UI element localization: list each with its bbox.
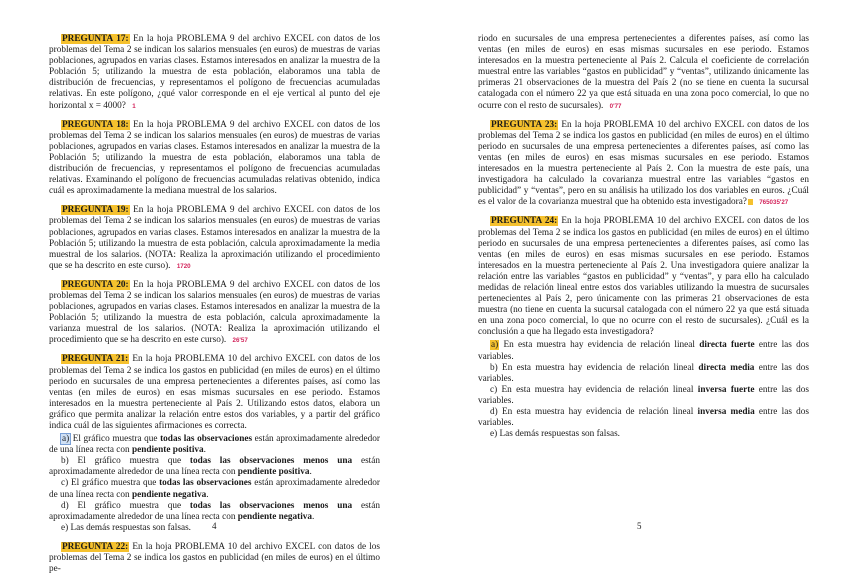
comment-marker-icon[interactable] [748,199,753,205]
option-letter: e) [61,522,69,533]
answer-annotation: 26'57 [232,337,248,345]
option-d[interactable] [49,501,380,523]
question-label: PREGUNTA 17: [62,34,129,44]
question-text: En la hoja PROBLEMA 9 del archivo EXCEL con datos de los problemas del Tema 2 se indican los salarios mensuales (en euros) de muestras de varias poblaciones, agrupados en varias clases. Estamos interesados en analizar la muestra de la Población 5; utilizando la muestra de esta población, elaboramos una tabla de distribución de frecuencias, y representamos el polígono de frecuencias acumuladas relativas. En este polígono, ¿qué valor corresponde en el eje vertical al punto del eje horizontal x = 4000? [49,34,380,111]
option-bold: pendiente negativa [237,511,313,522]
option-b[interactable] [478,363,809,385]
option-letter: d) [490,407,498,417]
option-letter: e) [490,429,498,440]
option-text: El gráfico muestra que [77,500,190,511]
question-label: PREGUNTA 19: [62,205,129,216]
option-a[interactable] [478,340,809,362]
option-bold: inversa media [697,407,755,417]
question-18 [49,120,380,198]
question-label: PREGUNTA 21: [62,354,129,365]
option-a[interactable] [49,434,380,456]
question-label: PREGUNTA 22: [62,541,129,552]
option-bold: pendiente negativa [131,489,207,500]
option-bold: todas las observaciones menos una [189,456,353,467]
question-21-options [49,434,380,534]
question-label: PREGUNTA 18: [62,119,129,130]
question-17 [49,34,380,112]
option-text: entre las dos variables. [478,340,809,362]
text-column-left [49,34,380,583]
option-text: están aproximadamente alrededor de una línea recta con [49,478,380,500]
option-bold: inversa fuerte [697,384,755,395]
question-label: PREGUNTA 23: [491,119,558,130]
question-text: En la hoja PROBLEMA 10 del archivo EXCEL con datos de los problemas del Tema 2 se indica los gastos en publicidad (en miles de euros) en el último periodo en sucursales de una empresa pertenecientes a diferentes países, así como las ventas (en miles de euros) en esas mismas sucursales en ese periodo. Estamos interesados en la muestra perteneciente al País 2. Utilizando estos datos, elabora un gráfico que permita analizar la relación entre estos dos variables, y a partir del gráfico indica cuál de las siguientes afirmaciones es correcta. [49,354,381,431]
question-19 [49,205,380,272]
option-text: . [309,467,312,478]
option-text: están aproximadamente alrededor de una línea recta con [49,456,380,478]
answer-annotation: 765035'27 [759,199,789,207]
answer-annotation: 0'77 [609,102,622,110]
option-letter: b) [490,362,498,373]
option-letter: c) [61,478,69,489]
question-label: PREGUNTA 24: [491,216,558,227]
question-text: En la hoja PROBLEMA 9 del archivo EXCEL con datos de los problemas del Tema 2 se indican los salarios mensuales (en euros) de muestras de varias poblaciones, agrupados en varias clases. Estamos interesados en analizar la muestra de la Población 5; utilizando la muestra de esta población, calcula aproximadamente la varianza muestral de los salarios. (NOTA: Realiza la aproximación utilizando el procedimiento que se ha descrito en este curso). [49,279,380,346]
answer-annotation: 1720 [176,262,191,270]
option-e[interactable] [478,429,809,440]
question-23 [478,120,809,209]
option-text: El gráfico muestra que [70,478,160,489]
option-b[interactable] [49,456,380,478]
option-text: Las demás respuestas son falsas. [499,429,620,440]
option-text: En esta muestra hay evidencia de relación lineal [503,340,700,351]
option-text: En esta muestra hay evidencia de relación lineal [501,407,698,417]
option-text: entre las dos variables. [478,407,809,429]
question-text: En la hoja PROBLEMA 9 del archivo EXCEL con datos de los problemas del Tema 2 se indican los salarios mensuales (en euros) de muestras de varias poblaciones, agrupados en varias clases. Estamos interesados en analizar la muestra de la Población 5; utilizando la muestra de esta población, calcula aproximadamente la media muestral de los salarios. (NOTA: Realiza la aproximación utilizando el procedimiento que se ha descrito en este curso). [49,205,380,271]
page-5 [424,0,848,547]
option-text: El gráfico muestra que [77,456,190,467]
question-21 [49,354,380,432]
question-label: PREGUNTA 20: [62,279,129,290]
option-letter: c) [490,384,498,395]
option-letter: b) [61,456,69,467]
option-c[interactable] [478,385,809,407]
page-number: 5 [637,521,642,531]
page-number: 4 [212,521,217,531]
question-text: riodo en sucursales de una empresa pertenecientes a diferentes países, así como las ventas (en miles de euros) en esas mismas sucursales en ese periodo. Estamos interesados en la muestra perteneciente al País 2. Calcula el coeficiente de correlación muestral entre las variables “gastos en publicidad” y “ventas”, utilizando únicamente las primeras 21 observaciones de la muestra del País 2 (no se tiene en cuenta la sucursal catalogada con el número 22 ya que está situada en una zona poco comercial, lo que no ocurre con el resto de sucursales). [478,34,809,111]
option-bold: directa media [698,362,755,373]
question-24 [478,216,809,338]
option-text: En esta muestra hay evidencia de relación lineal [501,384,698,395]
option-letter-selected: a) [62,434,70,445]
option-letter: d) [61,500,69,511]
option-text: están aproximadamente alrededor de una línea recta con [49,500,380,522]
question-text: En la hoja PROBLEMA 9 del archivo EXCEL con datos de los problemas del Tema 2 se indican los salarios mensuales (en euros) de muestras de varias poblaciones, agrupados en varias clases. Estamos interesados en analizar la muestra de la Población 5; utilizando la muestra de esta población, elaboramos una tabla de distribución de frecuencias, y representamos el polígono de frecuencias acumuladas relativas. Examinando el polígono de frecuencias acumuladas relativas obtenido, indica cuál es aproximadamente la mediana muestral de los salarios. [49,119,380,197]
text-column-right [478,34,809,448]
option-bold: todas las observaciones [159,478,252,489]
option-c[interactable] [49,478,380,500]
option-bold: todas las observaciones [160,434,253,445]
option-bold: directa fuerte [699,340,755,351]
option-letter-highlighted: a) [491,340,499,351]
question-22-continuation [478,34,809,112]
question-text: En la hoja PROBLEMA 10 del archivo EXCEL con datos de los problemas del Tema 2 se indica los gastos en publicidad (en miles de euros) en el último pe- [49,541,381,575]
option-text: están aproximadamente alrededor de una línea recta con [49,434,380,456]
option-text: Las demás respuestas son falsas. [70,522,191,533]
option-bold: pendiente positiva [237,467,310,478]
answer-annotation: 1 [132,102,136,110]
option-text: El gráfico muestra que [72,434,161,445]
option-bold: todas las observaciones menos una [189,500,353,511]
option-text: . [203,445,206,456]
question-text: En la hoja PROBLEMA 10 del archivo EXCEL con datos de los problemas del Tema 2 se indica los gastos en publicidad (en miles de euros) en el último periodo en sucursales de una empresa pertenecientes a diferentes países, así como las ventas (en miles de euros) en esas mismas sucursales en ese periodo. Estamos interesados en la muestra perteneciente al País 2. Una investigadora quiere analizar la relación entre las variables “gastos en publicidad” y “ventas”, y para ello ha calculado medidas de relación lineal entre estos dos variables utilizando la muestra de sucursales pertenecientes al País 2, pero únicamente con las primeras 21 observaciones de esta muestra (no tiene en cuenta la sucursal catalogada con el número 22 ya que está situada en una zona poco comercial, lo que no ocurre con el resto de sucursales). ¿Cuál es la conclusión a que ha llegado esta investigadora? [478,216,810,338]
option-text: entre las dos variables. [478,362,810,384]
page-4 [0,0,424,575]
question-20 [49,280,380,347]
option-text: En esta muestra hay evidencia de relación lineal [502,362,699,373]
option-d[interactable] [478,407,809,429]
option-text: entre las dos variables. [478,384,809,406]
option-bold: pendiente positiva [131,445,204,456]
question-text: En la hoja PROBLEMA 10 del archivo EXCEL con datos de los problemas del Tema 2 se indica los gastos en publicidad (en miles de euros) en el último periodo en sucursales de una empresa pertenecientes a diferentes países, así como las ventas (en miles de euros) en esas mismas sucursales en ese periodo. Estamos interesados en la muestra perteneciente al País 2. Con la muestra de este país, una investigadora ha calculado la covarianza muestral entre las variables “gastos en publicidad” y “ventas”, pero en su análisis ha utilizado los dos variables en euros. ¿Cuál es el valor de la covarianza muestral que ha obtenido esta investigadora? [478,119,810,208]
option-text: . [206,489,209,500]
option-text: . [312,511,315,522]
question-24-options [478,340,809,440]
